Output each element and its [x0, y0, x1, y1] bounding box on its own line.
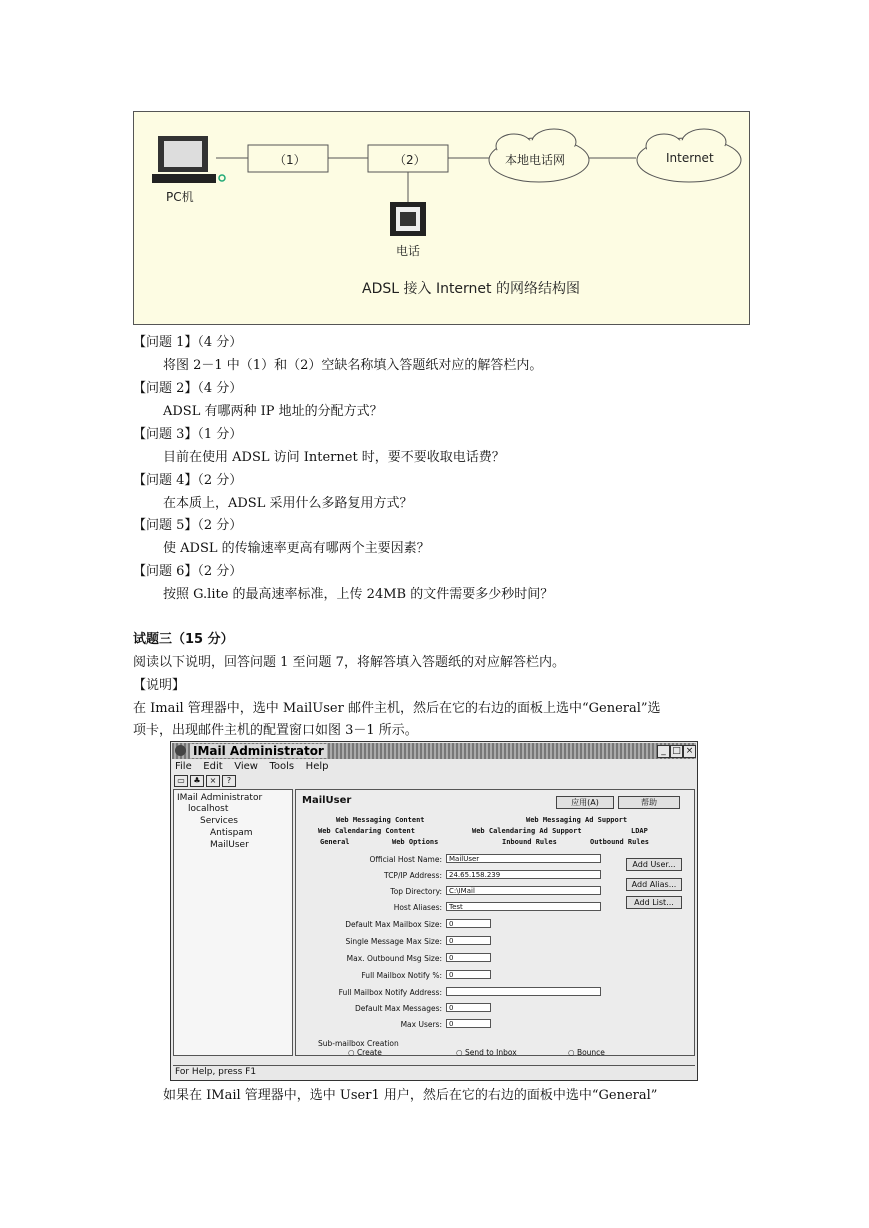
- field-official-host-name: MailUser: [446, 854, 601, 863]
- tree-root: IMail Administrator: [177, 793, 263, 803]
- phone-icon: [390, 202, 426, 236]
- config-panel: [295, 789, 695, 1056]
- question-4-title: 【问题 4】（2 分）: [133, 473, 243, 488]
- maximize-icon: □: [670, 745, 683, 758]
- delete-icon: ×: [206, 775, 220, 787]
- label-tcpip-address: TCP/IP Address:: [384, 871, 442, 880]
- radio-create-label: Create: [356, 1048, 382, 1057]
- section3-para2-line1: 如果在 IMail 管理器中，选中 User1 用户，然后在它的右边的面板中选中“General”: [163, 1088, 658, 1103]
- tree-mailuser: MailUser: [210, 840, 249, 850]
- add-user-button: Add User...: [626, 858, 682, 871]
- label-full-mailbox-notify-address: Full Mailbox Notify Address:: [338, 988, 442, 997]
- tab-outbound-rules: Outbound Rules: [590, 838, 650, 846]
- question-3-title: 【问题 3】（1 分）: [133, 427, 243, 442]
- section3-para1-line1: 在 Imail 管理器中，选中 MailUser 邮件主机，然后在它的右边的面板上选中“General”选: [133, 701, 661, 716]
- tree-panel: [173, 789, 293, 1056]
- tab-web-calendaring-content: Web Calendaring Content: [318, 827, 415, 835]
- field-default-max-messages: 0: [446, 1003, 491, 1012]
- tree-localhost: localhost: [188, 804, 229, 814]
- tab-web-messaging-content: Web Messaging Content: [336, 816, 425, 824]
- section3-intro: 阅读以下说明，回答问题 1 至问题 7，将解答填入答题纸的对应解答栏内。: [133, 655, 565, 670]
- tab-ldap: LDAP: [631, 827, 648, 835]
- question-6-text: 按照 G.lite 的最高速率标准，上传 24MB 的文件需要多少秒时间？: [163, 587, 554, 602]
- pc-icon: [152, 136, 225, 183]
- label-max-users: Max Users:: [400, 1020, 442, 1029]
- radio-bounce-label: Bounce: [576, 1048, 605, 1057]
- apply-button: 应用(A): [556, 796, 614, 809]
- title-bar: [172, 743, 696, 759]
- tree-services: Services: [200, 816, 238, 826]
- figure-adsl-network: [133, 111, 750, 325]
- field-top-directory: C:\IMail: [446, 886, 601, 895]
- radio-bounce: ○ Bounce: [568, 1048, 605, 1057]
- help-icon: ?: [222, 775, 236, 787]
- pc-label: PC机: [166, 190, 194, 204]
- field-host-aliases: Test: [446, 902, 601, 911]
- question-4-text: 在本质上，ADSL 采用什么多路复用方式？: [163, 496, 413, 511]
- menu-edit: Edit: [203, 761, 223, 772]
- close-icon: ×: [683, 745, 696, 758]
- field-tcpip-address: 24.65.158.239: [446, 870, 601, 879]
- box1-label: （1）: [274, 153, 306, 167]
- tab-inbound-rules: Inbound Rules: [502, 838, 557, 846]
- folder-icon: ▭: [174, 775, 188, 787]
- tab-web-options: Web Options: [392, 838, 439, 846]
- panel-title: MailUser: [302, 795, 352, 806]
- help-button: 帮助: [618, 796, 680, 809]
- phone-label: 电话: [396, 244, 421, 258]
- field-default-max-mailbox-size: 0: [446, 919, 491, 928]
- question-2-title: 【问题 2】（4 分）: [133, 381, 243, 396]
- menu-help: Help: [305, 761, 329, 772]
- question-2-text: ADSL 有哪两种 IP 地址的分配方式？: [163, 404, 383, 419]
- radio-create: ○ Create: [348, 1048, 382, 1057]
- cloud-local-label: 本地电话网: [505, 153, 566, 167]
- status-bar: For Help, press F1: [173, 1065, 695, 1078]
- field-max-outbound-msg-size: 0: [446, 953, 491, 962]
- window-title: IMail Administrator: [190, 744, 327, 758]
- question-1-title: 【问题 1】（4 分）: [133, 335, 243, 350]
- menu-bar: [175, 761, 337, 773]
- section3-heading: 试题三（15 分）: [133, 632, 234, 647]
- radio-send-to-inbox-label: Send to Inbox: [464, 1048, 517, 1057]
- box2-label: （2）: [394, 153, 426, 167]
- section3-para1-line2: 项卡，出现邮件主机的配置窗口如图 3－1 所示。: [133, 723, 418, 738]
- menu-view: View: [234, 761, 258, 772]
- app-icon: [175, 745, 186, 756]
- question-5-title: 【问题 5】（2 分）: [133, 518, 243, 533]
- label-host-aliases: Host Aliases:: [393, 903, 442, 912]
- tab-general: General: [320, 838, 350, 846]
- toolbar: [174, 775, 254, 787]
- question-5-text: 使 ADSL 的传输速率更高有哪两个主要因素？: [163, 541, 430, 556]
- label-official-host-name: Official Host Name:: [369, 855, 442, 864]
- tab-web-messaging-ad-support: Web Messaging Ad Support: [526, 816, 628, 824]
- field-single-message-max-size: 0: [446, 936, 491, 945]
- add-list-button: Add List...: [626, 896, 682, 909]
- label-max-outbound-msg-size: Max. Outbound Msg Size:: [346, 954, 442, 963]
- menu-file: File: [175, 761, 192, 772]
- label-full-mailbox-notify: Full Mailbox Notify %:: [361, 971, 442, 980]
- label-single-message-max-size: Single Message Max Size:: [345, 937, 442, 946]
- cloud-internet-label: Internet: [666, 151, 714, 165]
- label-top-directory: Top Directory:: [390, 887, 442, 896]
- label-default-max-messages: Default Max Messages:: [355, 1004, 442, 1013]
- label-default-max-mailbox-size: Default Max Mailbox Size:: [345, 920, 442, 929]
- figure-caption: ADSL 接入 Internet 的网络结构图: [362, 281, 580, 297]
- field-full-mailbox-notify: 0: [446, 970, 491, 979]
- minimize-icon: _: [657, 745, 670, 758]
- tab-web-calendaring-ad-support: Web Calendaring Ad Support: [472, 827, 582, 835]
- menu-tools: Tools: [269, 761, 295, 772]
- question-3-text: 目前在使用 ADSL 访问 Internet 时，要不要收取电话费？: [163, 450, 505, 465]
- question-6-title: 【问题 6】（2 分）: [133, 564, 243, 579]
- submailbox-label: Sub-mailbox Creation: [318, 1039, 399, 1048]
- imail-window-screenshot: [170, 741, 698, 1081]
- section3-note-title: 【说明】: [133, 678, 186, 693]
- field-full-mailbox-notify-address: [446, 987, 601, 996]
- radio-send-to-inbox: ○ Send to Inbox: [456, 1048, 517, 1057]
- question-1-text: 将图 2－1 中（1）和（2）空缺名称填入答题纸对应的解答栏内。: [163, 358, 543, 373]
- tree-antispam: Antispam: [210, 828, 253, 838]
- find-icon: ♣: [190, 775, 204, 787]
- add-alias-button: Add Alias...: [626, 878, 682, 891]
- field-max-users: 0: [446, 1019, 491, 1028]
